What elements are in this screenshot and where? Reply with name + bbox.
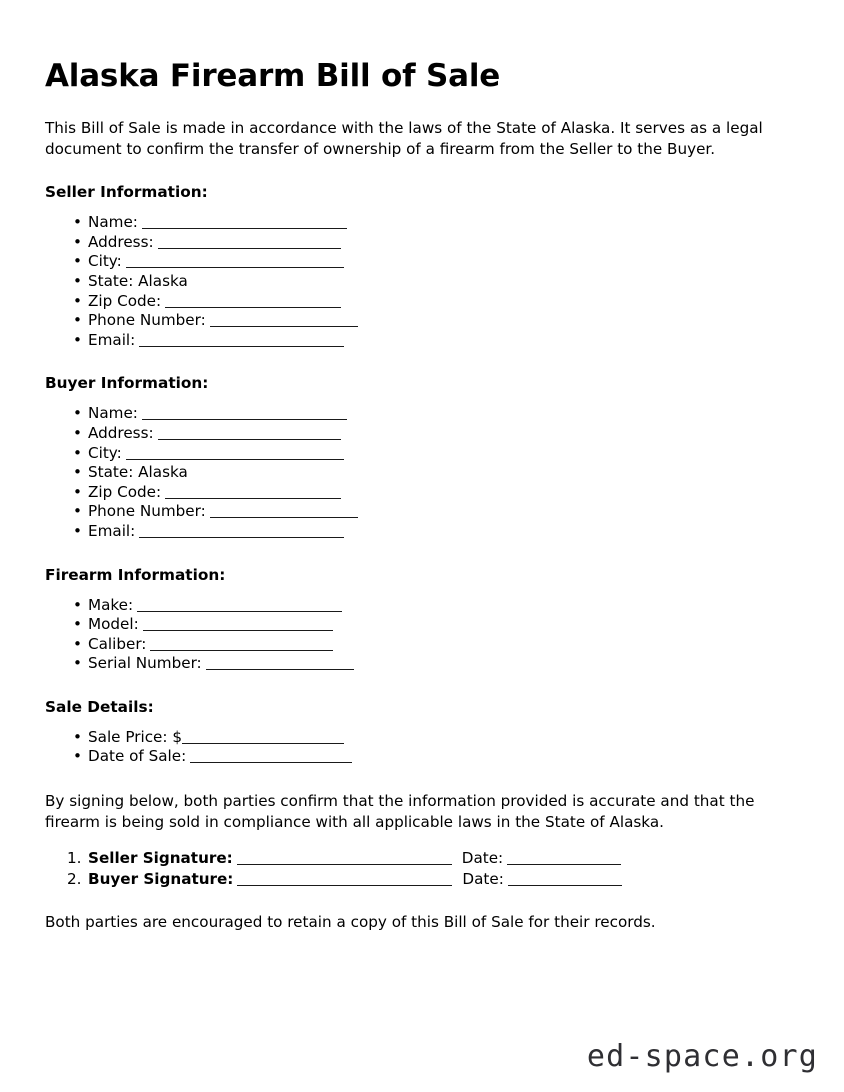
field-label: Serial Number: — [88, 654, 202, 673]
bullet-icon: • — [73, 330, 82, 349]
bullet-icon: • — [73, 654, 82, 673]
bullet-icon: • — [73, 404, 82, 423]
sale-details-fields — [45, 728, 799, 767]
bullet-icon: • — [73, 311, 82, 330]
fill-in-line[interactable] — [165, 485, 341, 499]
fill-in-line[interactable] — [126, 446, 344, 460]
bullet-icon: • — [73, 727, 82, 746]
signature-list — [45, 848, 799, 890]
field-label: Name: — [88, 404, 138, 423]
field-label: City: — [88, 252, 122, 271]
fill-in-line[interactable] — [150, 637, 333, 651]
sale-details-heading: Sale Details: — [45, 697, 154, 716]
fill-in-line[interactable] — [137, 598, 342, 612]
firearm-information-fields — [45, 596, 799, 674]
field-row — [45, 596, 799, 616]
bullet-icon: • — [73, 615, 82, 634]
field-label: State: — [88, 271, 134, 290]
field-label: Email: — [88, 330, 136, 349]
field-label: Date of Sale: — [88, 747, 187, 766]
field-row — [45, 654, 799, 674]
field-label: Caliber: — [88, 634, 147, 653]
fill-in-line[interactable] — [142, 406, 347, 420]
page-title: Alaska Firearm Bill of Sale — [45, 58, 501, 94]
firearm-information-heading: Firearm Information: — [45, 565, 226, 584]
date-label: Date: — [461, 849, 504, 868]
bullet-icon: • — [73, 595, 82, 614]
seller-information-fields — [45, 213, 799, 350]
bullet-icon: • — [73, 443, 82, 462]
field-row — [45, 272, 799, 292]
field-row — [45, 331, 799, 351]
seller-information-heading: Seller Information: — [45, 183, 208, 202]
field-label: Address: — [88, 232, 154, 251]
fill-in-line[interactable] — [210, 313, 358, 327]
fill-in-line[interactable] — [158, 426, 341, 440]
footer-note: Both parties are encouraged to retain a copy of this Bill of Sale for their records. — [45, 913, 656, 932]
bullet-icon: • — [73, 521, 82, 540]
date-fill-in-line[interactable] — [508, 872, 622, 886]
signature-fill-in-line[interactable] — [237, 872, 452, 886]
field-label: Name: — [88, 213, 138, 232]
fill-in-line[interactable] — [139, 333, 344, 347]
signature-row — [45, 869, 799, 890]
field-label: Zip Code: — [88, 482, 162, 501]
bullet-icon: • — [73, 232, 82, 251]
field-row — [45, 252, 799, 272]
signature-label: Buyer Signature: — [88, 870, 234, 889]
intro-paragraph: This Bill of Sale is made in accordance with the laws of the State of Alaska. It serves as a legal document to confirm the transfer of ownership of a firearm from the Seller to the Buyer. — [45, 119, 763, 158]
bullet-icon: • — [73, 423, 82, 442]
field-label: City: — [88, 443, 122, 462]
signature-fill-in-line[interactable] — [237, 851, 452, 865]
field-row — [45, 463, 799, 483]
closing-paragraph: By signing below, both parties confirm that the information provided is accurate and that the firearm is being sold in compliance with all applicable laws in the State of Alaska. — [45, 792, 755, 831]
fill-in-line[interactable] — [126, 254, 344, 268]
field-row — [45, 213, 799, 233]
field-label: Zip Code: — [88, 291, 162, 310]
fill-in-line[interactable] — [182, 730, 344, 744]
fill-in-line[interactable] — [139, 524, 344, 538]
buyer-information-fields — [45, 404, 799, 541]
field-row — [45, 424, 799, 444]
date-fill-in-line[interactable] — [507, 851, 621, 865]
field-label: Sale Price: $ — [88, 727, 182, 746]
field-label: Phone Number: — [88, 311, 206, 330]
field-row — [45, 522, 799, 542]
fill-in-line[interactable] — [206, 656, 354, 670]
date-label: Date: — [462, 870, 504, 889]
field-row — [45, 615, 799, 635]
bullet-icon: • — [73, 271, 82, 290]
field-label: Email: — [88, 521, 136, 540]
field-label: Model: — [88, 615, 139, 634]
field-row — [45, 233, 799, 253]
field-label: Address: — [88, 423, 154, 442]
bullet-icon: • — [73, 482, 82, 501]
bullet-icon: • — [73, 463, 82, 482]
signature-row — [45, 848, 799, 869]
field-row — [45, 747, 799, 767]
bullet-icon: • — [73, 634, 82, 653]
field-row — [45, 483, 799, 503]
field-value: Alaska — [133, 271, 188, 290]
fill-in-line[interactable] — [143, 617, 333, 631]
field-row — [45, 311, 799, 331]
field-row — [45, 728, 799, 748]
field-value: Alaska — [133, 463, 188, 482]
field-label: Make: — [88, 595, 134, 614]
bullet-icon: • — [73, 502, 82, 521]
buyer-information-heading: Buyer Information: — [45, 374, 209, 393]
bullet-icon: • — [73, 252, 82, 271]
fill-in-line[interactable] — [190, 749, 352, 763]
fill-in-line[interactable] — [142, 215, 347, 229]
fill-in-line[interactable] — [158, 235, 341, 249]
field-label: State: — [88, 463, 134, 482]
field-row — [45, 404, 799, 424]
fill-in-line[interactable] — [165, 294, 341, 308]
bullet-icon: • — [73, 291, 82, 310]
bullet-icon: • — [73, 747, 82, 766]
field-row — [45, 502, 799, 522]
field-label: Phone Number: — [88, 502, 206, 521]
fill-in-line[interactable] — [210, 504, 358, 518]
field-row — [45, 444, 799, 464]
signature-label: Seller Signature: — [88, 849, 233, 868]
field-row — [45, 292, 799, 312]
bullet-icon: • — [73, 213, 82, 232]
field-row — [45, 635, 799, 655]
site-watermark: ed-space.org — [586, 1039, 818, 1074]
